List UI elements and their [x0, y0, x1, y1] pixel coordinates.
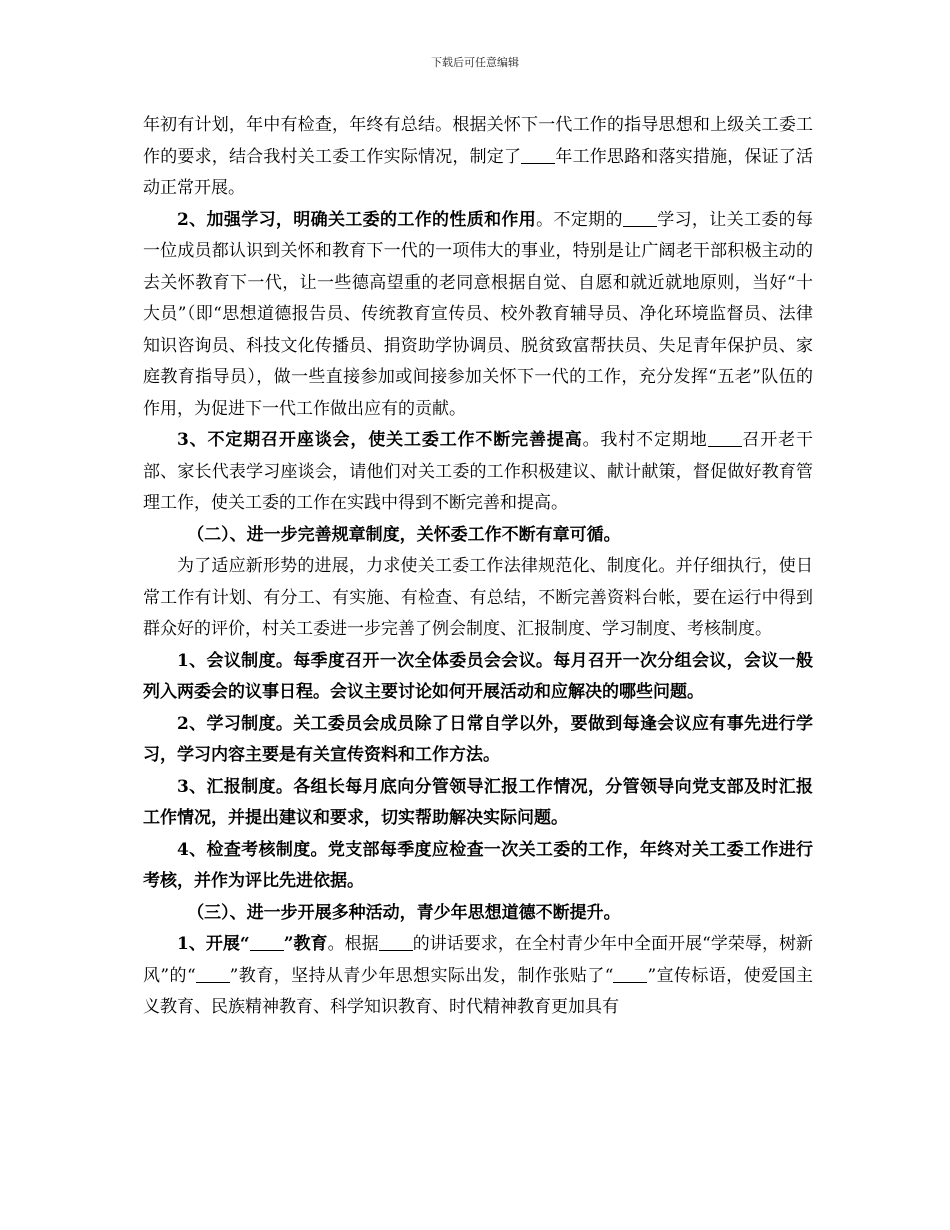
paragraph-text: 。我村不定期地: [582, 430, 708, 450]
paragraph-text: 。不定期的: [536, 209, 623, 230]
paragraph-text: 年初有计划，年中有检查，年终有总结。根据关怀下一代工作的指导思想和上级关工委工作的要求，结合我村关工委工作实际情况，制定了: [143, 115, 813, 167]
paragraph-text: ”教育，坚持从青少年思想实际出发，制作张贴了“: [229, 965, 614, 986]
fill-blank: [708, 429, 742, 447]
paragraph-text: 学习，让关工委的每一位成员都认识到关怀和教育下一代的一项伟大的事业，特别是让广阔老干部积极主动的去关怀教育下一代，让一些德高望重的老同意根据自觉、自愿和就近就地原则，当好“十大员”（即“思想道德报告员、传统教育宣传员、校外教育辅导员、净化环境监督员、法律知识咨询员、科技文化传播员、捐资助学协调员、脱贫致富帮扶员、失足青年保护员、家庭教育指导员），做一些直接参加或间接参加关怀下一代的工作，充分发挥“五老”队伍的作用，为促进下一代工作做出应有的贡献。: [143, 209, 814, 419]
paragraph: [143, 205, 813, 426]
paragraph-text: 召开老干部、家长代表学习座谈会，请他们对关工委的工作积极建议、献计献策，督促做好教育管理工作，使关工委的工作在实践中得到不断完善和提高。: [143, 430, 814, 513]
fill-blank: [521, 146, 555, 164]
paragraph-text: 的讲话要求，在全村青少年中全面开展“学荣辱，树新风”的“: [143, 934, 814, 986]
paragraph: 2、学习制度。关工委员会成员除了日常自学以外，要做到每逢会议应有事先进行学习，学习内容主要是有关宣传资料和工作方法。: [143, 713, 813, 765]
paragraph: [143, 929, 813, 1024]
paragraph: [143, 110, 813, 205]
fill-blank: [623, 209, 657, 227]
fill-blank: [613, 965, 647, 983]
paragraph-text: 年工作思路和落实措施，保证了活动正常开展。: [143, 146, 814, 198]
paragraph: 3、汇报制度。各组长每月底向分管领导汇报工作情况，分管领导向党支部及时汇报工作情况，并提出建议和要求，切实帮助解决实际问题。: [143, 776, 813, 828]
document-body: [143, 110, 813, 1024]
item-title: 3、不定期召开座谈会，使关工委工作不断完善提高: [177, 430, 583, 450]
item-title: 1、开展“: [177, 934, 250, 954]
page-header: 下载后可任意编辑: [431, 56, 519, 69]
fill-blank: [379, 933, 413, 951]
section-heading: （二）、进一步完善规章制度，关怀委工作不断有章可循。: [187, 524, 621, 545]
paragraph-text: ”宣传标语，使爱国主义教育、民族精神教育、科学知识教育、时代精神教育更加具有: [143, 965, 813, 1017]
item-title: ”教育: [283, 934, 328, 954]
section-heading: （三）、进一步开展多种活动，青少年思想道德不断提升。: [187, 902, 621, 923]
paragraph: 1、会议制度。每季度召开一次全体委员会会议。每月召开一次分组会议，会议一般列入两委会的议事日程。会议主要讨论如何开展活动和应解决的哪些问题。: [143, 650, 813, 702]
item-title: 2、加强学习，明确关工委的工作的性质和作用: [177, 209, 537, 230]
fill-blank: [250, 933, 284, 951]
paragraph-text: 。根据: [327, 934, 379, 954]
paragraph: [143, 425, 813, 520]
fill-blank: [196, 965, 230, 983]
paragraph: 为了适应新形势的进展，力求使关工委工作法律规范化、制度化。并仔细执行，使日常工作有计划、有分工、有实施、有检查、有总结，不断完善资料台帐，要在运行中得到群众好的评价，村关工委进一步完善了例会制度、汇报制度、学习制度、考核制度。: [143, 556, 813, 639]
paragraph: 4、检查考核制度。党支部每季度应检查一次关工委的工作，年终对关工委工作进行考核，并作为评比先进依据。: [143, 839, 813, 891]
